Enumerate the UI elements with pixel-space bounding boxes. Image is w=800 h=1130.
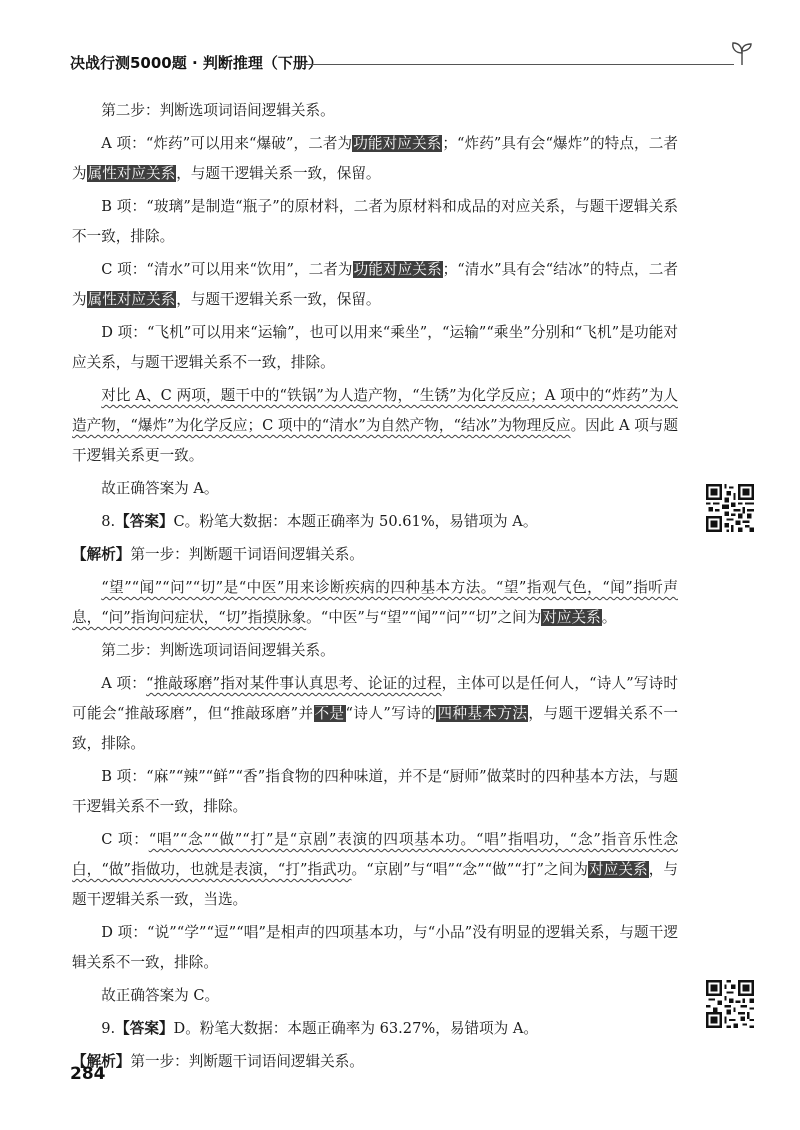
book-title: 决战行测5000题 · 判断推理（下册） (70, 54, 323, 72)
option-a-analysis: A 项：“炸药”可以用来“爆破”，二者为功能对应关系；“炸药”具有会“爆炸”的特点，二者为属性对应关系，与题干逻辑关系一致，保留。 (72, 135, 678, 182)
option-d-analysis: D 项：“说”“学”“逗”“唱”是相声的四项基本功，与“小品”没有明显的逻辑关系，与题干逻辑关系不一致，排除。 (72, 924, 678, 971)
answer-conclusion: 故正确答案为 A。 (101, 480, 219, 497)
highlight-term: 功能对应关系 (353, 135, 442, 152)
question-8-answer: 8.【答案】C。粉笔大数据：本题正确率为 50.61%，易错项为 A。 (101, 513, 538, 530)
answer-explanation (72, 96, 678, 1080)
leaf-icon (730, 40, 754, 66)
option-a-analysis: A 项：“推敲琢磨”指对某件事认真思考、论证的过程，主体可以是任何人，“诗人”写诗时可能会“推敲琢磨”，但“推敲琢磨”并不是“诗人”写诗的四种基本方法，与题干逻辑关系不一致，排除。 (72, 675, 678, 752)
highlight-term: 对应关系 (589, 861, 648, 878)
page-number: 284 (70, 1064, 106, 1084)
step-heading: 第二步：判断选项词语间逻辑关系。 (101, 642, 335, 659)
wavy-underlined-text: “望”“闻”“问”“切”是“中医”用来诊断疾病的四种基本方法。“望”指观气色，“闻”指听声息，“问”指询问症状，“切”指摸脉象 (72, 579, 678, 626)
answer-conclusion: 故正确答案为 C。 (101, 987, 220, 1004)
answer-label: 【答案】 (115, 513, 174, 530)
qr-code-icon[interactable] (706, 484, 754, 532)
highlight-term: 属性对应关系 (87, 291, 176, 308)
question-9-analysis-heading: 【解析】第一步：判断题干词语间逻辑关系。 (72, 1053, 364, 1070)
option-d-analysis: D 项：“飞机”可以用来“运输”，也可以用来“乘坐”，“运输”“乘坐”分别和“飞机”是功能对应关系，与题干逻辑关系不一致，排除。 (72, 324, 678, 371)
question-8-analysis-heading: 【解析】第一步：判断题干词语间逻辑关系。 (72, 546, 364, 563)
option-c-analysis: C 项：“唱”“念”“做”“打”是“京剧”表演的四项基本功。“唱”指唱功，“念”指音乐性念白，“做”指做功，也就是表演，“打”指武功。“京剧”与“唱”“念”“做”“打”之间为对应关系，与题干逻辑关系一致，当选。 (72, 831, 678, 908)
question-9-answer: 9.【答案】D。粉笔大数据：本题正确率为 63.27%，易错项为 A。 (101, 1020, 538, 1037)
running-header (70, 52, 750, 76)
header-rule (302, 64, 734, 65)
analysis-label: 【解析】 (72, 1053, 131, 1070)
highlight-term: 对应关系 (542, 609, 601, 626)
stem-relation-paragraph: “望”“闻”“问”“切”是“中医”用来诊断疾病的四种基本方法。“望”指观气色，“闻”指听声息，“问”指询问症状，“切”指摸脉象。“中医”与“望”“闻”“问”“切”之间为对应关系。 (72, 579, 678, 626)
qr-code-icon[interactable] (706, 980, 754, 1028)
step-heading: 第二步：判断选项词语间逻辑关系。 (101, 102, 335, 119)
wavy-underlined-text: 对比 A、C 两项，题干中的“铁锅”为人造产物，“生锈”为化学反应；A 项中的“炸药”为人造产物，“爆炸”为化学反应；C 项中的“清水”为自然产物，“结冰”为物理反应 (72, 387, 678, 434)
option-b-analysis: B 项：“玻璃”是制造“瓶子”的原材料，二者为原材料和成品的对应关系，与题干逻辑关系不一致，排除。 (72, 198, 678, 245)
wavy-underlined-text: “唱”“念”“做”“打”是“京剧”表演的四项基本功。“唱”指唱功，“念”指音乐性念白，“做”指做功，也就是表演，“打”指武功 (72, 831, 678, 878)
option-c-analysis: C 项：“清水”可以用来“饮用”，二者为功能对应关系；“清水”具有会“结冰”的特点，二者为属性对应关系，与题干逻辑关系一致，保留。 (72, 261, 678, 308)
analysis-label: 【解析】 (72, 546, 131, 563)
highlight-term: 功能对应关系 (353, 261, 442, 278)
answer-label: 【答案】 (115, 1020, 174, 1037)
highlight-term: 属性对应关系 (87, 165, 176, 182)
option-b-analysis: B 项：“麻”“辣”“鲜”“香”指食物的四种味道，并不是“厨师”做菜时的四种基本方法，与题干逻辑关系不一致，排除。 (72, 768, 678, 815)
highlight-term: 四种基本方法 (437, 705, 528, 722)
highlight-term: 不是 (314, 705, 345, 722)
comparison-paragraph: 对比 A、C 两项，题干中的“铁锅”为人造产物，“生锈”为化学反应；A 项中的“炸药”为人造产物，“爆炸”为化学反应；C 项中的“清水”为自然产物，“结冰”为物理反应。因此 A 项与题干逻辑关系更一致。 (72, 387, 678, 464)
wavy-underlined-text: “推敲琢磨”指对某件事认真思考、论证的过程 (146, 675, 442, 692)
